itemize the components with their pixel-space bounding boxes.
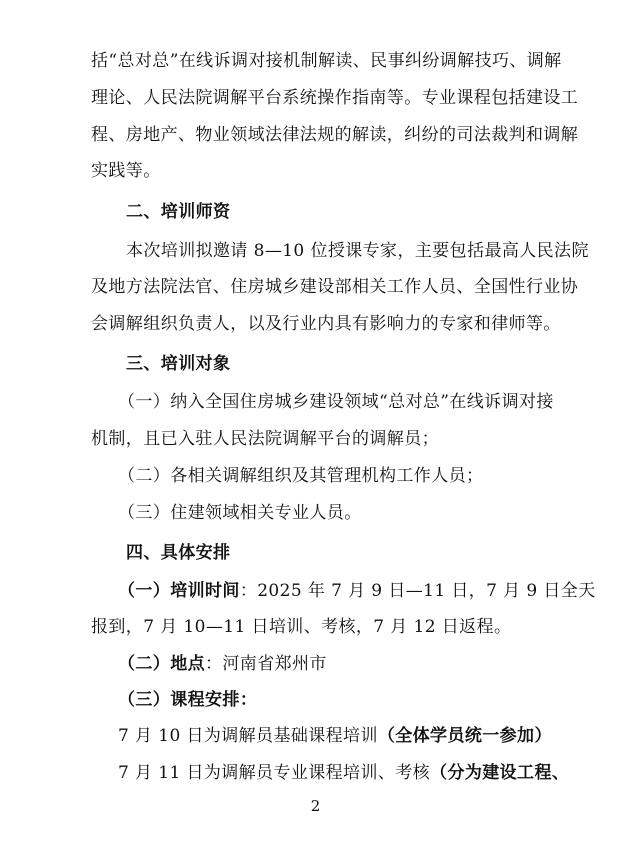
- time-text: ：2025 年 7 月 9 日—11 日，7 月 9 日全天: [239, 581, 596, 601]
- day11-text: 7 月 11 日为调解员专业课程培训、考核: [118, 763, 431, 783]
- audience-item-1: （一）纳入全国住房城乡建设领域“总对总”在线诉调对接: [118, 392, 554, 412]
- section-heading-teachers: 二、培训师资: [126, 202, 231, 222]
- body-line: 程、房地产、物业领域法律法规的解读，纠纷的司法裁判和调解: [91, 125, 579, 145]
- body-line: 会调解组织负责人，以及行业内具有影响力的专家和律师等。: [91, 314, 561, 334]
- day11-bold: （分为建设工程、: [430, 763, 570, 783]
- course-colon: ：: [239, 690, 258, 710]
- section-heading-audience: 三、培训对象: [126, 354, 231, 374]
- day10-text: 7 月 10 日为调解员基础课程培训: [118, 726, 378, 746]
- place-text: ：河南省郑州市: [205, 654, 327, 674]
- arrangement-place: [118, 653, 551, 675]
- page-number: 2: [310, 797, 321, 815]
- course-day11: [118, 762, 570, 784]
- audience-item-1-cont: 机制，且已入驻人民法院调解平台的调解员；: [91, 429, 439, 449]
- time-label: （一）培训时间: [118, 581, 240, 601]
- section-heading-arrangement: 四、具体安排: [126, 543, 231, 563]
- body-line: 及地方法院法官、住房城乡建设部相关工作人员、全国性行业协: [91, 277, 579, 297]
- course-day10: [118, 725, 551, 747]
- body-line: 实践等。: [91, 161, 161, 181]
- body-line: 本次培训拟邀请 8—10 位授课专家，主要包括最高人民法院: [126, 241, 589, 261]
- course-label: （三）课程安排: [118, 690, 240, 710]
- body-line: 括“总对总”在线诉调对接机制解读、民事纠纷调解技巧、调解: [91, 51, 562, 71]
- arrangement-course: [118, 689, 551, 711]
- arrangement-time: [118, 580, 596, 602]
- day10-bold: （全体学员统一参加）: [377, 726, 552, 746]
- audience-item-2: （二）各相关调解组织及其管理机构工作人员；: [118, 466, 484, 486]
- place-label: （二）地点: [118, 654, 205, 674]
- body-line: 理论、人民法院调解平台系统操作指南等。专业课程包括建设工: [91, 88, 579, 108]
- audience-item-3: （三）住建领域相关专业人员。: [118, 503, 362, 523]
- arrangement-time-cont: 报到，7 月 10—11 日培训、考核，7 月 12 日返程。: [91, 617, 512, 637]
